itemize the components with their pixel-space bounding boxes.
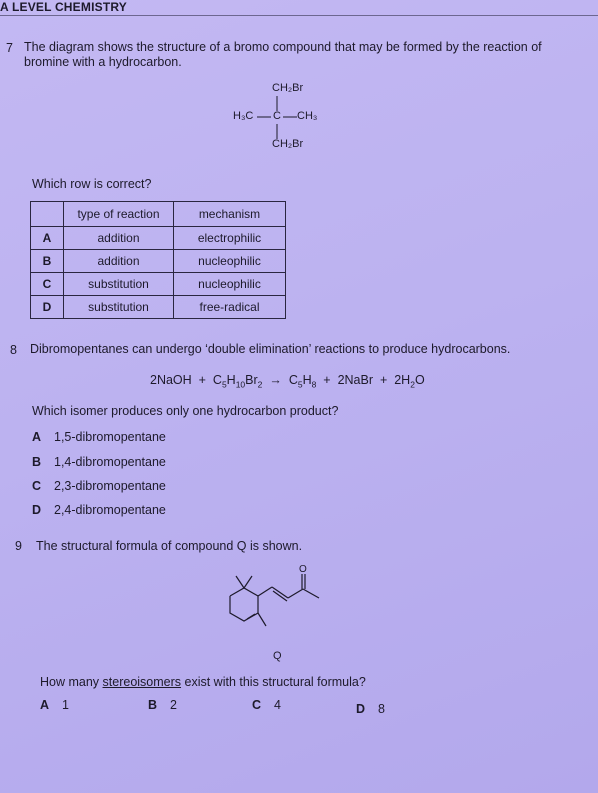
eq-plus: + [323,373,331,387]
q7-prompt: Which row is correct? [32,177,152,191]
table-header-type: type of reaction [64,202,174,227]
page-header: A LEVEL CHEMISTRY [0,0,127,14]
q7-stem-line2: bromine with a hydrocarbon. [24,55,182,69]
q7-answer-table [30,201,286,319]
eq-text: H [302,373,312,387]
row-type: substitution [64,296,174,319]
eq-product-water [394,373,425,390]
eq-arrow: → [269,373,282,387]
option-letter: D [356,702,366,716]
option-text: 2,3-dibromopentane [54,479,166,493]
q8-number: 8 [10,343,17,357]
compound-q-skeletal-structure [215,560,345,645]
option-letter: B [148,698,158,712]
table-row[interactable] [31,250,286,273]
structure-bonds [230,80,330,155]
row-mechanism: nucleophilic [174,250,286,273]
option-letter: A [32,430,42,444]
eq-text: O [414,373,425,387]
option-text: 8 [378,702,385,716]
eq-subscript: 2 [257,379,263,390]
q7-number: 7 [6,41,13,55]
structure-top-group: CH₂Br [272,82,304,94]
q9-option-d[interactable] [356,702,385,716]
row-letter: A [31,227,64,250]
q9-question-post: exist with this structural formula? [181,675,366,689]
q8-stem: Dibromopentanes can undergo ‘double elimination’ reactions to produce hydrocarbons. [30,342,511,356]
row-type: addition [64,250,174,273]
eq-plus: + [379,373,388,387]
eq-text: 2H [394,373,411,387]
eq-product-nabr: 2NaBr [337,373,373,387]
row-letter: D [31,296,64,319]
structure-left-group: H₃C [233,110,254,122]
row-type: addition [64,227,174,250]
option-letter: C [252,698,262,712]
table-header-blank [31,202,64,227]
option-text: 2,4-dibromopentane [54,503,166,517]
option-letter: D [32,503,42,517]
q9-question-pre: How many [40,675,103,689]
q9-question-keyword: stereoisomers [102,675,182,689]
eq-text: Br [245,373,258,387]
q8-question: Which isomer produces only one hydrocarbon product? [32,404,339,418]
header-divider [0,15,598,16]
q9-number: 9 [15,539,22,553]
q9-option-b[interactable] [148,698,177,712]
eq-reactant-naoh: 2NaOH [150,373,192,387]
compound-q-label: Q [273,650,282,662]
eq-plus: + [198,373,206,387]
eq-text: C [212,373,222,387]
table-row[interactable] [31,296,286,319]
eq-subscript: 2 [410,379,415,390]
row-letter: B [31,250,64,273]
table-header-row [31,202,286,227]
option-letter: A [40,698,50,712]
row-mechanism: nucleophilic [174,273,286,296]
row-mechanism: electrophilic [174,227,286,250]
structure-right-group: CH₃ [297,110,318,122]
table-header-mechanism: mechanism [174,202,286,227]
q8-option-a[interactable] [32,430,166,444]
eq-subscript: 5 [297,379,303,390]
structure-bottom-group: CH₂Br [272,138,304,150]
structure-central-carbon: C [273,110,281,122]
eq-text: C [288,373,298,387]
carbonyl-oxygen-label: O [299,564,307,575]
q8-option-c[interactable] [32,479,166,493]
q9-stem: The structural formula of compound Q is shown. [36,539,303,553]
option-text: 1 [62,698,69,712]
q9-option-a[interactable] [40,698,69,712]
row-type: substitution [64,273,174,296]
eq-product-hydrocarbon [288,373,317,390]
eq-text: H [226,373,236,387]
table-row[interactable] [31,227,286,250]
option-letter: C [32,479,42,493]
q9-option-c[interactable] [252,698,281,712]
eq-subscript: 8 [311,379,317,390]
option-text: 2 [170,698,177,712]
option-letter: B [32,455,42,469]
q8-equation [150,373,425,390]
table-row[interactable] [31,273,286,296]
eq-subscript: 5 [221,379,227,390]
q9-question [40,675,366,689]
row-letter: C [31,273,64,296]
row-mechanism: free-radical [174,296,286,319]
eq-subscript: 10 [235,379,246,390]
q8-option-d[interactable] [32,503,166,517]
eq-reactant-dibromopentane [212,373,263,390]
q7-stem-line1: The diagram shows the structure of a bromo compound that may be formed by the reaction of [24,40,542,54]
option-text: 4 [274,698,281,712]
option-text: 1,5-dibromopentane [54,430,166,444]
option-text: 1,4-dibromopentane [54,455,166,469]
q8-option-b[interactable] [32,455,166,469]
